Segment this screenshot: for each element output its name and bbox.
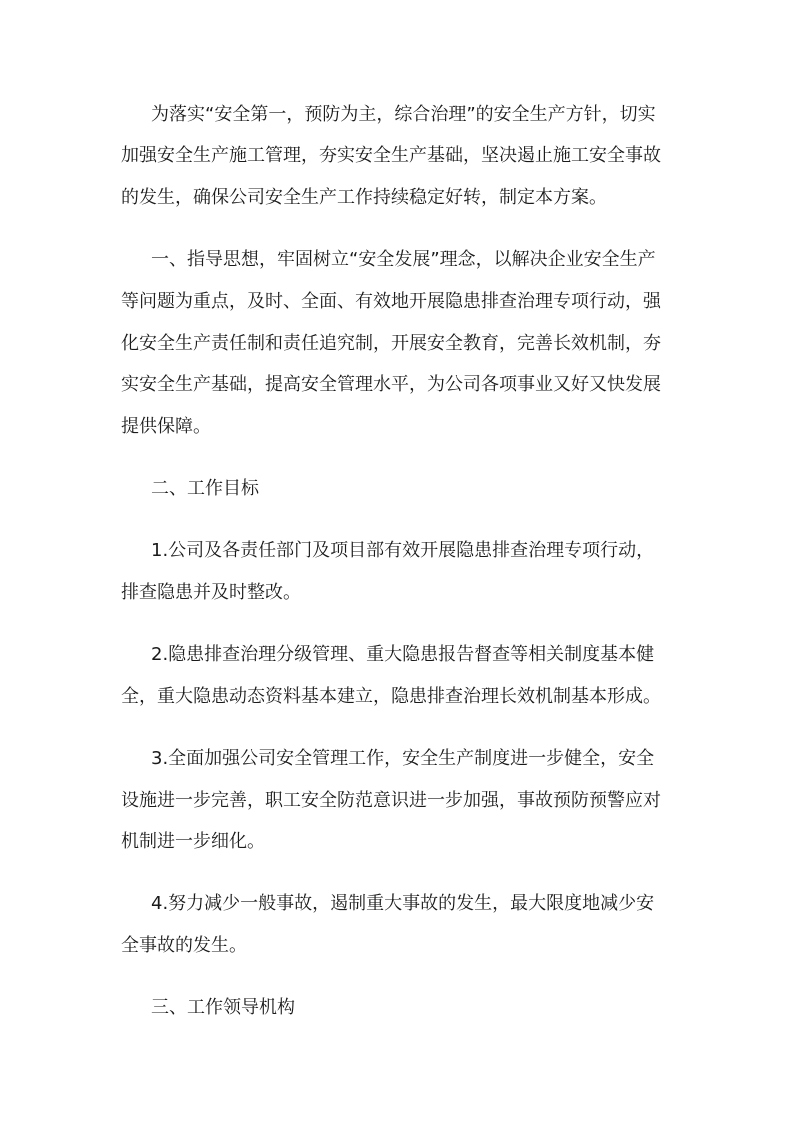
section-2-heading: 二、工作目标 — [151, 478, 259, 499]
section-3-heading: 三、工作领导机构 — [151, 997, 295, 1018]
paragraph-1-line-1: 为落实“安全第一，预防为主，综合治理”的安全生产方针，切实 — [151, 104, 656, 125]
section-1-line-5: 提供保障。 — [121, 416, 211, 437]
goal-3-line-3: 机制进一步细化。 — [121, 831, 265, 852]
goal-1-line-2: 排查隐患并及时整改。 — [121, 582, 301, 603]
section-1-line-2: 等问题为重点，及时、全面、有效地开展隐患排查治理专项行动，强 — [121, 291, 661, 312]
section-1-line-1: 一、指导思想，牢固树立“安全发展”理念，以解决企业安全生产 — [151, 249, 656, 270]
goal-1-line-1: 1.公司及各责任部门及项目部有效开展隐患排查治理专项行动， — [151, 540, 655, 561]
goal-2-line-2: 全，重大隐患动态资料基本建立，隐患排查治理长效机制基本形成。 — [121, 686, 661, 707]
section-1-line-4: 实安全生产基础，提高安全管理水平，为公司各项事业又好又快发展 — [121, 374, 661, 395]
goal-3-line-1: 3.全面加强公司安全管理工作，安全生产制度进一步健全，安全 — [151, 748, 655, 769]
paragraph-1-line-2: 加强安全生产施工管理，夯实安全生产基础，坚决遏止施工安全事故 — [121, 145, 661, 166]
paragraph-1-line-3: 的发生，确保公司安全生产工作持续稳定好转，制定本方案。 — [121, 187, 607, 208]
goal-3-line-2: 设施进一步完善，职工安全防范意识进一步加强，事故预防预警应对 — [121, 790, 661, 811]
goal-2-line-1: 2.隐患排查治理分级管理、重大隐患报告督查等相关制度基本健 — [151, 644, 655, 665]
goal-4-line-2: 全事故的发生。 — [121, 935, 247, 956]
section-1-line-3: 化安全生产责任制和责任追究制，开展安全教育，完善长效机制，夯 — [121, 333, 661, 354]
goal-4-line-1: 4.努力减少一般事故，遏制重大事故的发生，最大限度地减少安 — [151, 893, 655, 914]
